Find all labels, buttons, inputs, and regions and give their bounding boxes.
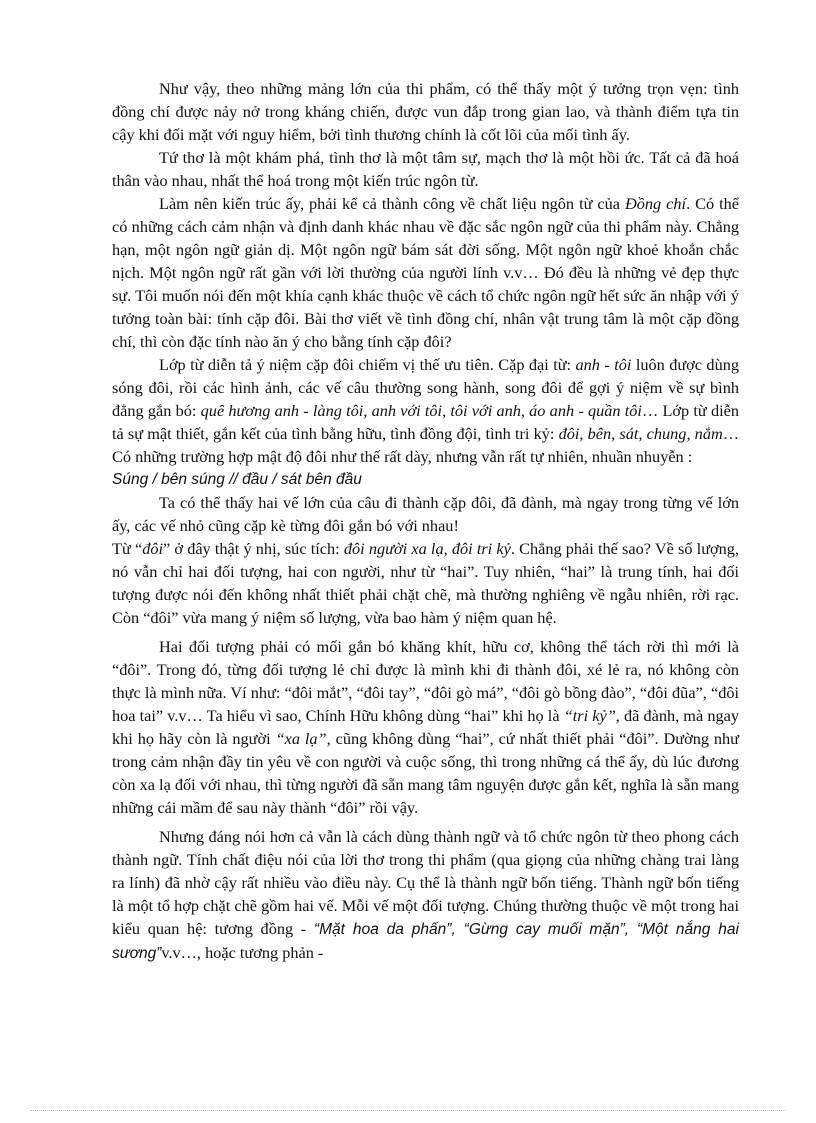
paragraph-4-text-c: … Lớp từ diễn tả sự mật thiết, gắn kết của tình bằng hữu, tình đồng đội, tình tri kỷ:: [112, 401, 739, 443]
word-doi: đôi: [142, 539, 163, 558]
paragraph-3-text-a: Làm nên kiến trúc ấy, phải kể cả thành công về chất liệu ngôn từ của: [159, 194, 625, 213]
bond-words: đôi, bên, sát, chung, nắm: [558, 424, 723, 443]
paragraph-7-text-c: , cũng không dùng “hai”, cứ nhất thiết phải “đôi”. Dường như trong cảm nhận đầy tin yêu về con người và cuộc sống, thì trong những cá thể ấy, dù lúc đương còn xa lạ đối với nhau, thì từng người đã sẵn mang tâm nguyện được gắn kết, nghĩa là sẵn mang những cái mầm để sau này thành “đôi” rồi vậy.: [112, 729, 739, 817]
pair-examples: quê hương anh - làng tôi, anh với tôi, tôi với anh, áo anh - quần tôi: [200, 401, 642, 420]
paragraph-7-text-a: Hai đối tượng phải có mối gắn bó khăng khít, hữu cơ, không thể tách rời thì mới là “đôi”. Trong đó, từng đối tượng lẻ chỉ được là mình khi đi thành đôi, xé lẻ ra, nó không còn thực là mình nữa. Ví như: “đôi mắt”, “đôi tay”, “đôi gò má”, “đôi gò bồng đào”, “đôi đũa”, “đôi hoa tai” v.v… Ta hiểu vì sao, Chính Hữu không dùng “hai” khi họ là: [112, 637, 739, 725]
document-body: [112, 77, 739, 965]
paragraph-5: Ta có thể thấy hai vế lớn của câu đi thành cặp đôi, đã đành, mà ngay trong từng vế lớn ấy, các vế nhỏ cũng cặp kè từng đôi gắn bó với nhau!: [112, 493, 739, 535]
paragraph-6-text-c: . Chẳng phải thế sao? Về số lượng, nó vẫn chỉ hai đối tượng, hai con người, như từ “hai”. Tuy nhiên, “hai” là trung tính, hai đối tượng được nói đến không nhất thiết phải chặt chẽ, mà thường nghiêng về ngẫu nhiên, rời rạc. Còn “đôi” vừa mang ý niệm số lượng, vừa bao hàm ý niệm quan hệ.: [112, 539, 739, 627]
paragraph-3: [112, 192, 739, 353]
paragraph-8-text-b: v.v…, hoặc tương phản -: [161, 943, 324, 962]
paragraph-7: [112, 635, 739, 819]
phrase-doi: đôi người xa lạ, đôi tri kỷ: [343, 539, 511, 558]
idiom-examples: “Mặt hoa da phấn”, “Gừng cay muối mặn”, “Một nắng hai sương”: [112, 921, 739, 962]
paragraph-6: [112, 537, 739, 629]
paragraph-8-text-a: Nhưng đáng nói hơn cả vẫn là cách dùng thành ngữ và tổ chức ngôn từ theo phong cách thành ngữ. Tính chất điệu nói của lời thơ trong thi phẩm (qua giọng của những chàng trai làng ra lính) đã nhờ cậy rất nhiều vào điều này. Cụ thể là thành ngữ bốn tiếng. Thành ngữ bốn tiếng là một tổ hợp chặt chẽ gồm hai vế. Mỗi vế một đối tượng. Chúng thường thuộc về một trong hai kiểu quan hệ: tương đồng -: [112, 827, 739, 938]
footer-divider: [30, 1110, 786, 1111]
paragraph-7-text-b: , đã đành, mà ngay khi họ hãy còn là người: [112, 706, 739, 748]
paragraph-8: [112, 825, 739, 965]
paragraph-3-text-b: . Có thể có những cách cảm nhận và định danh khác nhau về đặc sắc ngôn ngữ của thi phẩm này. Chẳng hạn, một ngôn ngữ giản dị. Một ngôn ngữ bám sát đời sống. Một ngôn ngữ khoẻ khoắn chắc nịch. Một ngôn ngữ rất gần với lời thường của người lính v.v… Đó đều là những vẻ đẹp thực sự. Tôi muốn nói đến một khía cạnh khác thuộc về cách tổ chức ngôn ngữ hết sức ăn nhập với ý tưởng toàn bài: tính cặp đôi. Bài thơ viết về tình đồng chí, nhân vật trung tâm là một cặp đồng chí, thì còn đặc tính nào ăn ý cho bằng tính cặp đôi?: [112, 194, 740, 351]
verse-quote: Súng / bên súng // đầu / sát bên đầu: [112, 471, 362, 488]
paragraph-6-text-b: ” ở đây thật ý nhị, súc tích:: [163, 539, 344, 558]
quote-xa-la: “xa lạ”: [275, 729, 327, 748]
quote-tri-ky: “tri kỷ”: [563, 706, 616, 725]
pronoun-pair: anh - tôi: [575, 355, 632, 374]
paragraph-4-text-d: … Có những trường hợp mật độ đôi như thế rất dày, nhưng vẫn rất tự nhiên, nhuần nhuyễn :: [112, 424, 740, 466]
paragraph-4-text-a: Lớp từ diễn tả ý niệm cặp đôi chiếm vị thế ưu tiên. Cặp đại từ:: [159, 355, 576, 374]
poem-title: Đồng chí: [625, 194, 687, 213]
paragraph-1: Như vậy, theo những mảng lớn của thi phẩm, có thể thấy một ý tưởng trọn vẹn: tình đồng chí được nảy nở trong kháng chiến, được vun đắp trong gian lao, và thành điểm tựa tin cậy khi đối mặt với nguy hiểm, bởi tình thương chính là cốt lõi của mối tình ấy.: [112, 79, 739, 144]
paragraph-2: Tứ thơ là một khám phá, tình thơ là một tâm sự, mạch thơ là một hồi ức. Tất cả đã hoá thân vào nhau, nhất thể hoá trong một kiến trúc ngôn từ.: [112, 148, 739, 190]
paragraph-4: [112, 353, 739, 468]
paragraph-4-text-b: luôn được dùng sóng đôi, rồi các hình ảnh, các vế câu thường song hành, song đôi để gợi ý niệm về sự bình đẳng gắn bó:: [112, 355, 739, 420]
paragraph-6-text-a: Từ “: [112, 539, 143, 558]
